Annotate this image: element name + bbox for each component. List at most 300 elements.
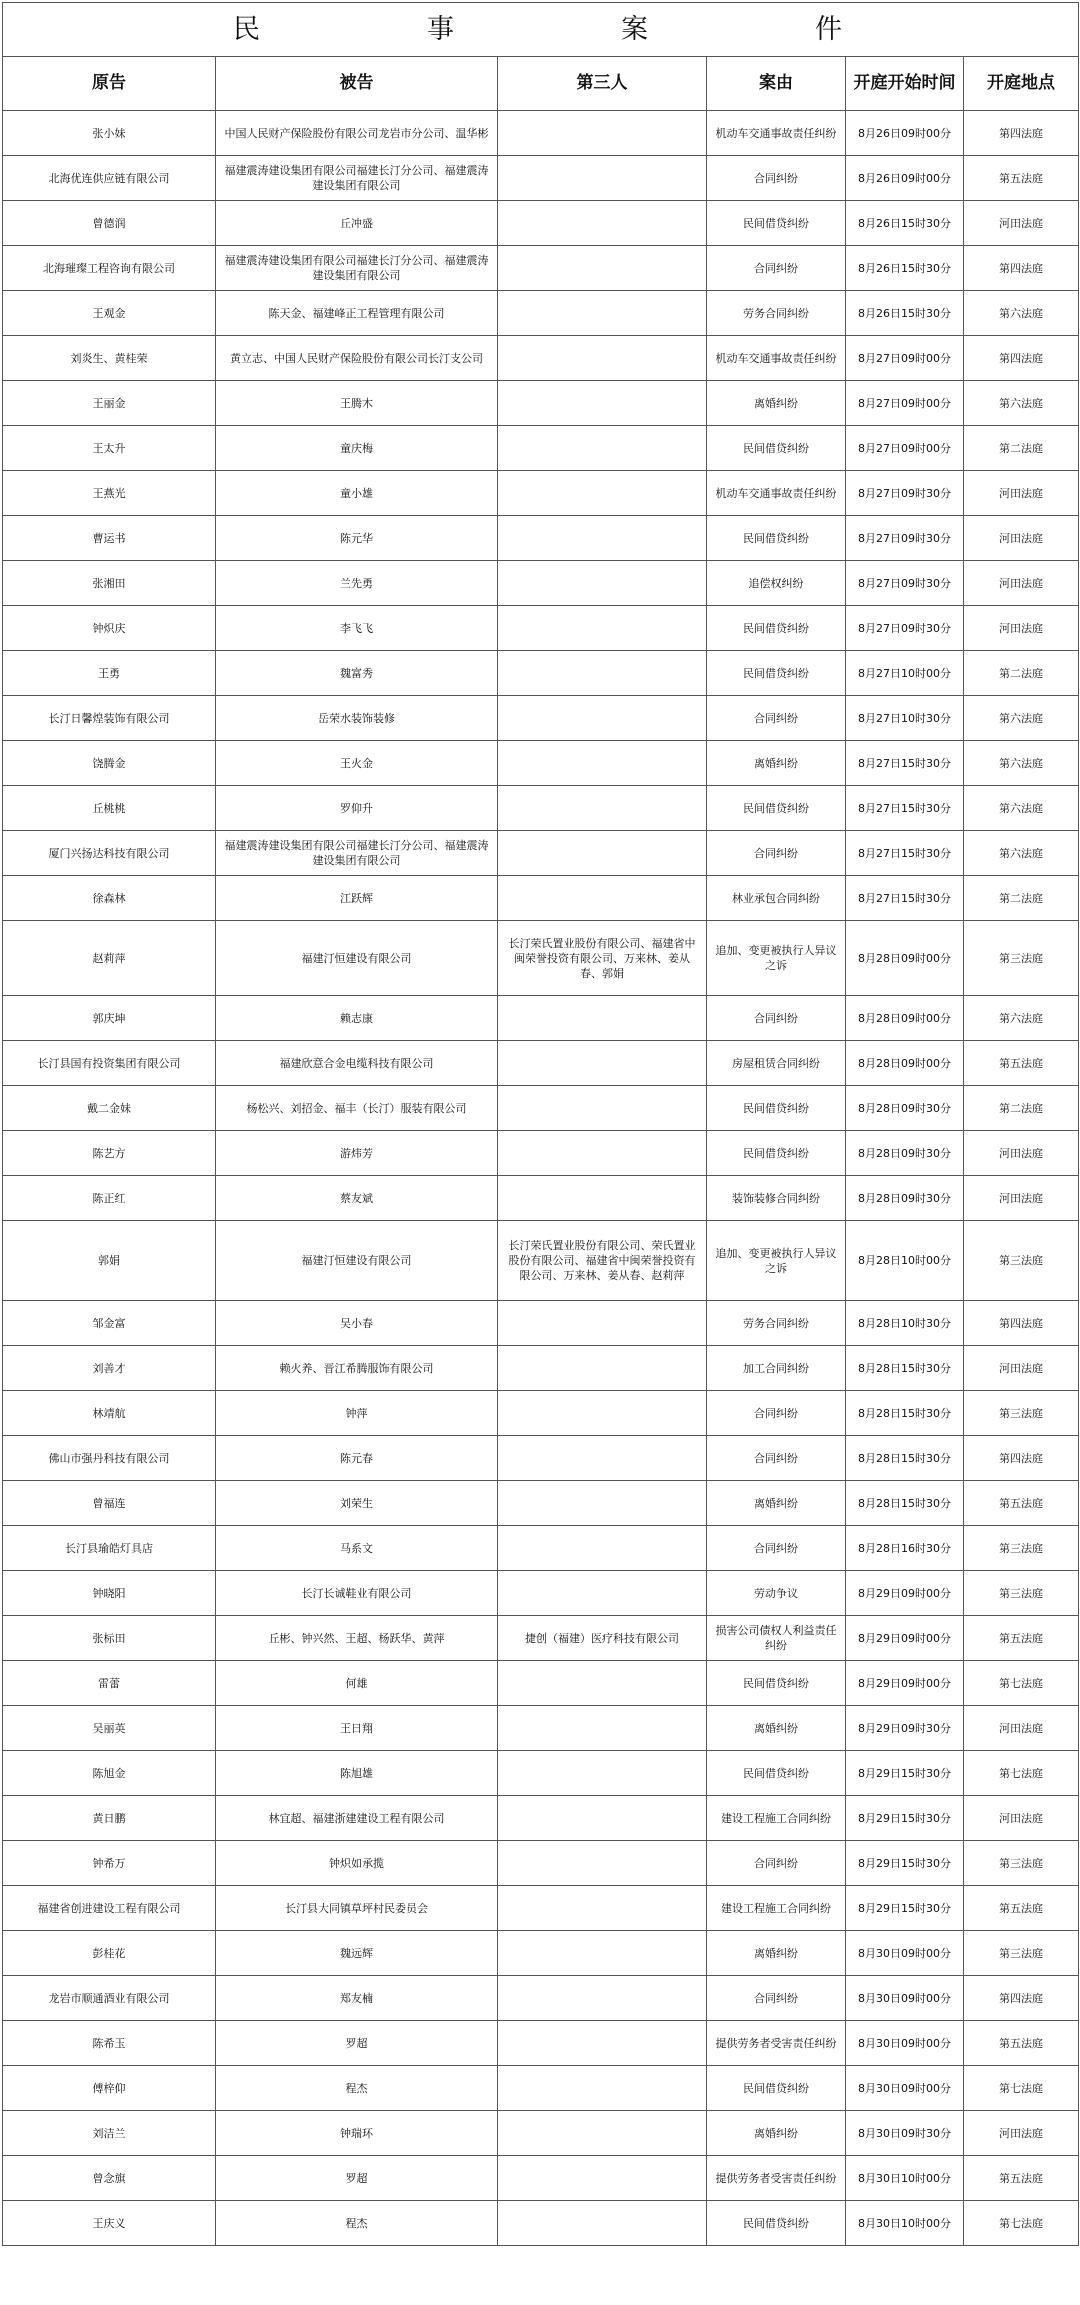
cell-third-party: [498, 1931, 707, 1976]
table-body: [3, 111, 1079, 2246]
cell-location: 第三法庭: [964, 1526, 1079, 1571]
cell-cause: 提供劳务者受害责任纠纷: [707, 2156, 846, 2201]
cell-location: 第三法庭: [964, 1841, 1079, 1886]
cell-location: 第四法庭: [964, 336, 1079, 381]
cell-third-party: [498, 1086, 707, 1131]
cell-cause: 建设工程施工合同纠纷: [707, 1796, 846, 1841]
cell-plaintiff: 赵莉萍: [3, 921, 216, 996]
cell-location: 第四法庭: [964, 1301, 1079, 1346]
cell-location: 第三法庭: [964, 1571, 1079, 1616]
cell-location: 河田法庭: [964, 1706, 1079, 1751]
cell-defendant: 福建欣意合金电缆科技有限公司: [216, 1041, 498, 1086]
table-header-row: [3, 57, 1079, 111]
cell-cause: 民间借贷纠纷: [707, 201, 846, 246]
cell-defendant: 岳荣水装饰装修: [216, 696, 498, 741]
cell-third-party: [498, 696, 707, 741]
cell-location: 第五法庭: [964, 1886, 1079, 1931]
table-row: [3, 471, 1079, 516]
table-row: [3, 561, 1079, 606]
cell-cause: 民间借贷纠纷: [707, 516, 846, 561]
cell-plaintiff: 长汀日馨煌装饰有限公司: [3, 696, 216, 741]
cell-plaintiff: 雷蕾: [3, 1661, 216, 1706]
cell-defendant: 魏远辉: [216, 1931, 498, 1976]
cell-start-time: 8月28日10时30分: [846, 1301, 964, 1346]
cell-plaintiff: 曹运书: [3, 516, 216, 561]
cell-third-party: [498, 1706, 707, 1751]
cell-plaintiff: 陈希玉: [3, 2021, 216, 2066]
cell-location: 河田法庭: [964, 201, 1079, 246]
cell-location: 第七法庭: [964, 1751, 1079, 1796]
cell-start-time: 8月28日09时00分: [846, 1041, 964, 1086]
table-row: [3, 201, 1079, 246]
cell-plaintiff: 张标田: [3, 1616, 216, 1661]
cell-cause: 合同纠纷: [707, 1976, 846, 2021]
cell-third-party: [498, 246, 707, 291]
cell-start-time: 8月27日10时30分: [846, 696, 964, 741]
table-row: [3, 651, 1079, 696]
cell-defendant: 钟瑞环: [216, 2111, 498, 2156]
cell-plaintiff: 丘桃桃: [3, 786, 216, 831]
cell-cause: 追加、变更被执行人异议之诉: [707, 1221, 846, 1301]
cell-third-party: [498, 786, 707, 831]
cell-defendant: 罗超: [216, 2156, 498, 2201]
table-row: [3, 1391, 1079, 1436]
cell-defendant: 赖志康: [216, 996, 498, 1041]
cell-defendant: 童小雄: [216, 471, 498, 516]
cell-cause: 追加、变更被执行人异议之诉: [707, 921, 846, 996]
table-row: [3, 741, 1079, 786]
table-row: [3, 1841, 1079, 1886]
cell-location: 河田法庭: [964, 471, 1079, 516]
table-row: [3, 1886, 1079, 1931]
cell-location: 第三法庭: [964, 1931, 1079, 1976]
cell-location: 第六法庭: [964, 831, 1079, 876]
cell-defendant: 李飞飞: [216, 606, 498, 651]
table-row: [3, 1301, 1079, 1346]
cell-defendant: 钟萍: [216, 1391, 498, 1436]
cell-defendant: 福建震涛建设集团有限公司福建长汀分公司、福建震涛建设集团有限公司: [216, 156, 498, 201]
cell-defendant: 程杰: [216, 2066, 498, 2111]
cell-cause: 离婚纠纷: [707, 741, 846, 786]
cell-plaintiff: 张小妹: [3, 111, 216, 156]
cell-plaintiff: 北海璀璨工程咨询有限公司: [3, 246, 216, 291]
cell-plaintiff: 曾念旗: [3, 2156, 216, 2201]
cell-defendant: 丘彬、钟兴然、王超、杨跃华、黄萍: [216, 1616, 498, 1661]
table-row: [3, 246, 1079, 291]
cell-defendant: 福建汀恒建设有限公司: [216, 1221, 498, 1301]
cell-plaintiff: 饶腾金: [3, 741, 216, 786]
header-start-time: 开庭开始时间: [846, 57, 964, 111]
header-defendant: 被告: [216, 57, 498, 111]
cell-defendant: 陈元华: [216, 516, 498, 561]
cell-third-party: [498, 471, 707, 516]
table-row: [3, 291, 1079, 336]
cell-start-time: 8月28日09时00分: [846, 996, 964, 1041]
cell-cause: 民间借贷纠纷: [707, 426, 846, 471]
cell-plaintiff: 王燕光: [3, 471, 216, 516]
cell-third-party: [498, 1526, 707, 1571]
cell-third-party: [498, 111, 707, 156]
cell-start-time: 8月30日09时00分: [846, 1931, 964, 1976]
table-row: [3, 1976, 1079, 2021]
cell-start-time: 8月29日15时30分: [846, 1841, 964, 1886]
cell-plaintiff: 厦门兴扬达科技有限公司: [3, 831, 216, 876]
cell-location: 河田法庭: [964, 1131, 1079, 1176]
cell-cause: 机动车交通事故责任纠纷: [707, 471, 846, 516]
cell-location: 第六法庭: [964, 741, 1079, 786]
cell-cause: 劳动争议: [707, 1571, 846, 1616]
table-row: [3, 1221, 1079, 1301]
cell-location: 河田法庭: [964, 1346, 1079, 1391]
cell-third-party: [498, 1391, 707, 1436]
cell-plaintiff: 曾德润: [3, 201, 216, 246]
cell-start-time: 8月29日15时30分: [846, 1796, 964, 1841]
cell-cause: 劳务合同纠纷: [707, 1301, 846, 1346]
cell-cause: 合同纠纷: [707, 696, 846, 741]
cell-cause: 机动车交通事故责任纠纷: [707, 336, 846, 381]
cell-defendant: 程杰: [216, 2201, 498, 2246]
cell-third-party: [498, 876, 707, 921]
cell-start-time: 8月27日10时00分: [846, 651, 964, 696]
cell-defendant: 杨松兴、刘招金、福丰（长汀）服装有限公司: [216, 1086, 498, 1131]
cell-start-time: 8月27日09时30分: [846, 516, 964, 561]
cell-plaintiff: 龙岩市顺通酒业有限公司: [3, 1976, 216, 2021]
cell-cause: 建设工程施工合同纠纷: [707, 1886, 846, 1931]
cell-cause: 合同纠纷: [707, 246, 846, 291]
cell-third-party: [498, 291, 707, 336]
cell-start-time: 8月30日09时00分: [846, 1976, 964, 2021]
cell-defendant: 蔡友斌: [216, 1176, 498, 1221]
table-row: [3, 1131, 1079, 1176]
cell-location: 第六法庭: [964, 786, 1079, 831]
cell-defendant: 福建汀恒建设有限公司: [216, 921, 498, 996]
cell-cause: 离婚纠纷: [707, 2111, 846, 2156]
cell-cause: 林业承包合同纠纷: [707, 876, 846, 921]
cell-defendant: 兰先勇: [216, 561, 498, 606]
table-row: [3, 426, 1079, 471]
table-row: [3, 1481, 1079, 1526]
cell-third-party: [498, 1841, 707, 1886]
cell-defendant: 黄立志、中国人民财产保险股份有限公司长汀支公司: [216, 336, 498, 381]
cell-defendant: 长汀县大同镇草坪村民委员会: [216, 1886, 498, 1931]
table-row: [3, 1176, 1079, 1221]
cell-defendant: 陈天金、福建峰正工程管理有限公司: [216, 291, 498, 336]
cell-start-time: 8月28日09时00分: [846, 921, 964, 996]
cell-defendant: 何雄: [216, 1661, 498, 1706]
cell-cause: 合同纠纷: [707, 1436, 846, 1481]
cell-plaintiff: 钟希万: [3, 1841, 216, 1886]
cell-third-party: [498, 1346, 707, 1391]
cell-start-time: 8月27日15时30分: [846, 741, 964, 786]
cell-location: 第六法庭: [964, 291, 1079, 336]
cell-defendant: 钟炽如承揽: [216, 1841, 498, 1886]
cell-plaintiff: 吴丽英: [3, 1706, 216, 1751]
cell-defendant: 童庆梅: [216, 426, 498, 471]
cell-location: 第六法庭: [964, 696, 1079, 741]
cell-third-party: [498, 156, 707, 201]
table-row: [3, 1751, 1079, 1796]
cell-location: 第七法庭: [964, 2201, 1079, 2246]
cell-plaintiff: 刘善才: [3, 1346, 216, 1391]
table-row: [3, 2156, 1079, 2201]
cell-third-party: [498, 1436, 707, 1481]
cell-plaintiff: 长汀县国有投资集团有限公司: [3, 1041, 216, 1086]
cell-start-time: 8月27日15时30分: [846, 831, 964, 876]
cell-location: 第五法庭: [964, 1041, 1079, 1086]
cell-defendant: 罗超: [216, 2021, 498, 2066]
cell-cause: 合同纠纷: [707, 996, 846, 1041]
cell-plaintiff: 戴二金妹: [3, 1086, 216, 1131]
table-row: [3, 996, 1079, 1041]
case-schedule-sheet: [2, 2, 1078, 2302]
cell-defendant: 陈元春: [216, 1436, 498, 1481]
cell-cause: 追偿权纠纷: [707, 561, 846, 606]
cell-third-party: [498, 1976, 707, 2021]
cell-third-party: [498, 201, 707, 246]
header-cause: 案由: [707, 57, 846, 111]
table-row: [3, 516, 1079, 561]
cell-location: 第四法庭: [964, 1436, 1079, 1481]
cell-location: 河田法庭: [964, 1796, 1079, 1841]
cell-plaintiff: 郭庆坤: [3, 996, 216, 1041]
cell-cause: 离婚纠纷: [707, 1706, 846, 1751]
cell-cause: 民间借贷纠纷: [707, 2066, 846, 2111]
cell-plaintiff: 陈艺方: [3, 1131, 216, 1176]
cell-cause: 合同纠纷: [707, 1391, 846, 1436]
cell-location: 第七法庭: [964, 2066, 1079, 2111]
cell-start-time: 8月26日09时00分: [846, 111, 964, 156]
cell-third-party: [498, 996, 707, 1041]
cell-location: 河田法庭: [964, 516, 1079, 561]
table-row: [3, 696, 1079, 741]
cell-location: 第二法庭: [964, 876, 1079, 921]
table-row: [3, 1571, 1079, 1616]
header-third-party: 第三人: [498, 57, 707, 111]
table-row: [3, 831, 1079, 876]
cell-defendant: 刘荣生: [216, 1481, 498, 1526]
cell-location: 第五法庭: [964, 2156, 1079, 2201]
cell-location: 第二法庭: [964, 1086, 1079, 1131]
cell-cause: 损害公司债权人利益责任纠纷: [707, 1616, 846, 1661]
table-row: [3, 1041, 1079, 1086]
cell-start-time: 8月29日09时00分: [846, 1571, 964, 1616]
cell-start-time: 8月28日10时00分: [846, 1221, 964, 1301]
table-row: [3, 1436, 1079, 1481]
cell-cause: 民间借贷纠纷: [707, 651, 846, 696]
cell-start-time: 8月28日16时30分: [846, 1526, 964, 1571]
cell-plaintiff: 王观金: [3, 291, 216, 336]
cell-third-party: [498, 516, 707, 561]
cell-cause: 民间借贷纠纷: [707, 606, 846, 651]
cell-start-time: 8月30日09时30分: [846, 2111, 964, 2156]
cell-cause: 离婚纠纷: [707, 1931, 846, 1976]
cell-third-party: 捷创（福建）医疗科技有限公司: [498, 1616, 707, 1661]
table-row: [3, 1706, 1079, 1751]
cell-plaintiff: 彭桂花: [3, 1931, 216, 1976]
cell-defendant: 魏富秀: [216, 651, 498, 696]
cell-third-party: [498, 606, 707, 651]
cell-start-time: 8月26日15时30分: [846, 246, 964, 291]
cell-third-party: [498, 1041, 707, 1086]
cell-third-party: [498, 1751, 707, 1796]
cell-location: 第五法庭: [964, 1616, 1079, 1661]
cell-defendant: 罗仰升: [216, 786, 498, 831]
cell-defendant: 陈旭雄: [216, 1751, 498, 1796]
cell-plaintiff: 陈旭金: [3, 1751, 216, 1796]
cell-third-party: [498, 336, 707, 381]
cell-plaintiff: 钟炽庆: [3, 606, 216, 651]
cell-cause: 机动车交通事故责任纠纷: [707, 111, 846, 156]
table-row: [3, 1796, 1079, 1841]
cell-defendant: 吴小春: [216, 1301, 498, 1346]
cell-cause: 民间借贷纠纷: [707, 1661, 846, 1706]
table-row: [3, 2066, 1079, 2111]
cell-cause: 提供劳务者受害责任纠纷: [707, 2021, 846, 2066]
cell-third-party: [498, 561, 707, 606]
cell-cause: 离婚纠纷: [707, 1481, 846, 1526]
cell-location: 第三法庭: [964, 921, 1079, 996]
table-row: [3, 2111, 1079, 2156]
cell-start-time: 8月27日09时30分: [846, 471, 964, 516]
cell-location: 第五法庭: [964, 1481, 1079, 1526]
cell-third-party: [498, 2201, 707, 2246]
cell-start-time: 8月28日09时30分: [846, 1086, 964, 1131]
cell-cause: 民间借贷纠纷: [707, 1131, 846, 1176]
cell-defendant: 王日翔: [216, 1706, 498, 1751]
cell-location: 第二法庭: [964, 651, 1079, 696]
cell-third-party: [498, 2021, 707, 2066]
cell-cause: 民间借贷纠纷: [707, 1751, 846, 1796]
table-row: [3, 1616, 1079, 1661]
cell-start-time: 8月30日09时00分: [846, 2021, 964, 2066]
civil-case-table: [2, 2, 1079, 2246]
cell-start-time: 8月28日15时30分: [846, 1436, 964, 1481]
cell-defendant: 赖火养、晋江希腾服饰有限公司: [216, 1346, 498, 1391]
cell-plaintiff: 王太升: [3, 426, 216, 471]
cell-third-party: [498, 1481, 707, 1526]
cell-third-party: 长汀荣氏置业股份有限公司、福建省中闽荣誉投资有限公司、万来林、姜从春、郭娟: [498, 921, 707, 996]
cell-third-party: [498, 381, 707, 426]
cell-third-party: [498, 1176, 707, 1221]
table-row: [3, 606, 1079, 651]
cell-start-time: 8月26日15时30分: [846, 291, 964, 336]
cell-start-time: 8月29日09时00分: [846, 1616, 964, 1661]
table-row: [3, 876, 1079, 921]
table-row: [3, 1661, 1079, 1706]
cell-location: 第四法庭: [964, 1976, 1079, 2021]
table-row: [3, 1346, 1079, 1391]
cell-defendant: 丘冲盛: [216, 201, 498, 246]
cell-cause: 房屋租赁合同纠纷: [707, 1041, 846, 1086]
cell-start-time: 8月26日15时30分: [846, 201, 964, 246]
table-title-row: [3, 3, 1079, 57]
cell-start-time: 8月30日10时00分: [846, 2156, 964, 2201]
cell-third-party: [498, 2066, 707, 2111]
table-row: [3, 921, 1079, 996]
cell-cause: 合同纠纷: [707, 1841, 846, 1886]
cell-start-time: 8月27日15时30分: [846, 786, 964, 831]
cell-cause: 合同纠纷: [707, 156, 846, 201]
cell-plaintiff: 钟晓阳: [3, 1571, 216, 1616]
cell-cause: 合同纠纷: [707, 1526, 846, 1571]
cell-cause: 民间借贷纠纷: [707, 2201, 846, 2246]
cell-location: 第五法庭: [964, 156, 1079, 201]
cell-plaintiff: 徐森林: [3, 876, 216, 921]
table-row: [3, 111, 1079, 156]
cell-location: 河田法庭: [964, 1176, 1079, 1221]
cell-location: 第四法庭: [964, 111, 1079, 156]
cell-plaintiff: 曾福连: [3, 1481, 216, 1526]
cell-third-party: [498, 651, 707, 696]
cell-plaintiff: 张湘田: [3, 561, 216, 606]
cell-start-time: 8月27日09时00分: [846, 426, 964, 471]
cell-cause: 劳务合同纠纷: [707, 291, 846, 336]
cell-defendant: 长汀长诚鞋业有限公司: [216, 1571, 498, 1616]
cell-third-party: [498, 1661, 707, 1706]
table-row: [3, 786, 1079, 831]
table-row: [3, 336, 1079, 381]
cell-third-party: [498, 2156, 707, 2201]
cell-third-party: [498, 831, 707, 876]
cell-third-party: 长汀荣氏置业股份有限公司、荣氏置业股份有限公司、福建省中闽荣誉投资有限公司、万来林、姜从春、赵莉萍: [498, 1221, 707, 1301]
cell-defendant: 中国人民财产保险股份有限公司龙岩市分公司、温华彬: [216, 111, 498, 156]
cell-start-time: 8月28日15时30分: [846, 1346, 964, 1391]
cell-defendant: 游炜芳: [216, 1131, 498, 1176]
cell-plaintiff: 傅梓仰: [3, 2066, 216, 2111]
table-row: [3, 1086, 1079, 1131]
cell-start-time: 8月29日09时00分: [846, 1661, 964, 1706]
cell-location: 第四法庭: [964, 246, 1079, 291]
cell-plaintiff: 长汀县瑜皓灯具店: [3, 1526, 216, 1571]
header-plaintiff: 原告: [3, 57, 216, 111]
cell-location: 第二法庭: [964, 426, 1079, 471]
cell-start-time: 8月27日09时00分: [846, 381, 964, 426]
cell-third-party: [498, 1886, 707, 1931]
cell-third-party: [498, 426, 707, 471]
cell-plaintiff: 郭娟: [3, 1221, 216, 1301]
cell-defendant: 郑友楠: [216, 1976, 498, 2021]
cell-third-party: [498, 1301, 707, 1346]
cell-location: 第六法庭: [964, 996, 1079, 1041]
cell-cause: 离婚纠纷: [707, 381, 846, 426]
cell-start-time: 8月29日09时30分: [846, 1706, 964, 1751]
cell-start-time: 8月27日09时00分: [846, 336, 964, 381]
cell-start-time: 8月28日15时30分: [846, 1391, 964, 1436]
cell-location: 第五法庭: [964, 2021, 1079, 2066]
cell-location: 河田法庭: [964, 561, 1079, 606]
cell-plaintiff: 黄日鹏: [3, 1796, 216, 1841]
cell-location: 第七法庭: [964, 1661, 1079, 1706]
cell-cause: 装饰装修合同纠纷: [707, 1176, 846, 1221]
cell-start-time: 8月28日09时30分: [846, 1176, 964, 1221]
header-location: 开庭地点: [964, 57, 1079, 111]
cell-third-party: [498, 1571, 707, 1616]
cell-plaintiff: 刘洁兰: [3, 2111, 216, 2156]
cell-location: 第三法庭: [964, 1391, 1079, 1436]
table-row: [3, 381, 1079, 426]
cell-third-party: [498, 1131, 707, 1176]
cell-cause: 加工合同纠纷: [707, 1346, 846, 1391]
cell-third-party: [498, 741, 707, 786]
cell-plaintiff: 陈正红: [3, 1176, 216, 1221]
cell-start-time: 8月28日09时30分: [846, 1131, 964, 1176]
cell-cause: 合同纠纷: [707, 831, 846, 876]
cell-start-time: 8月27日09时30分: [846, 606, 964, 651]
cell-plaintiff: 王丽金: [3, 381, 216, 426]
cell-plaintiff: 邹金富: [3, 1301, 216, 1346]
cell-plaintiff: 林靖航: [3, 1391, 216, 1436]
cell-cause: 民间借贷纠纷: [707, 786, 846, 831]
